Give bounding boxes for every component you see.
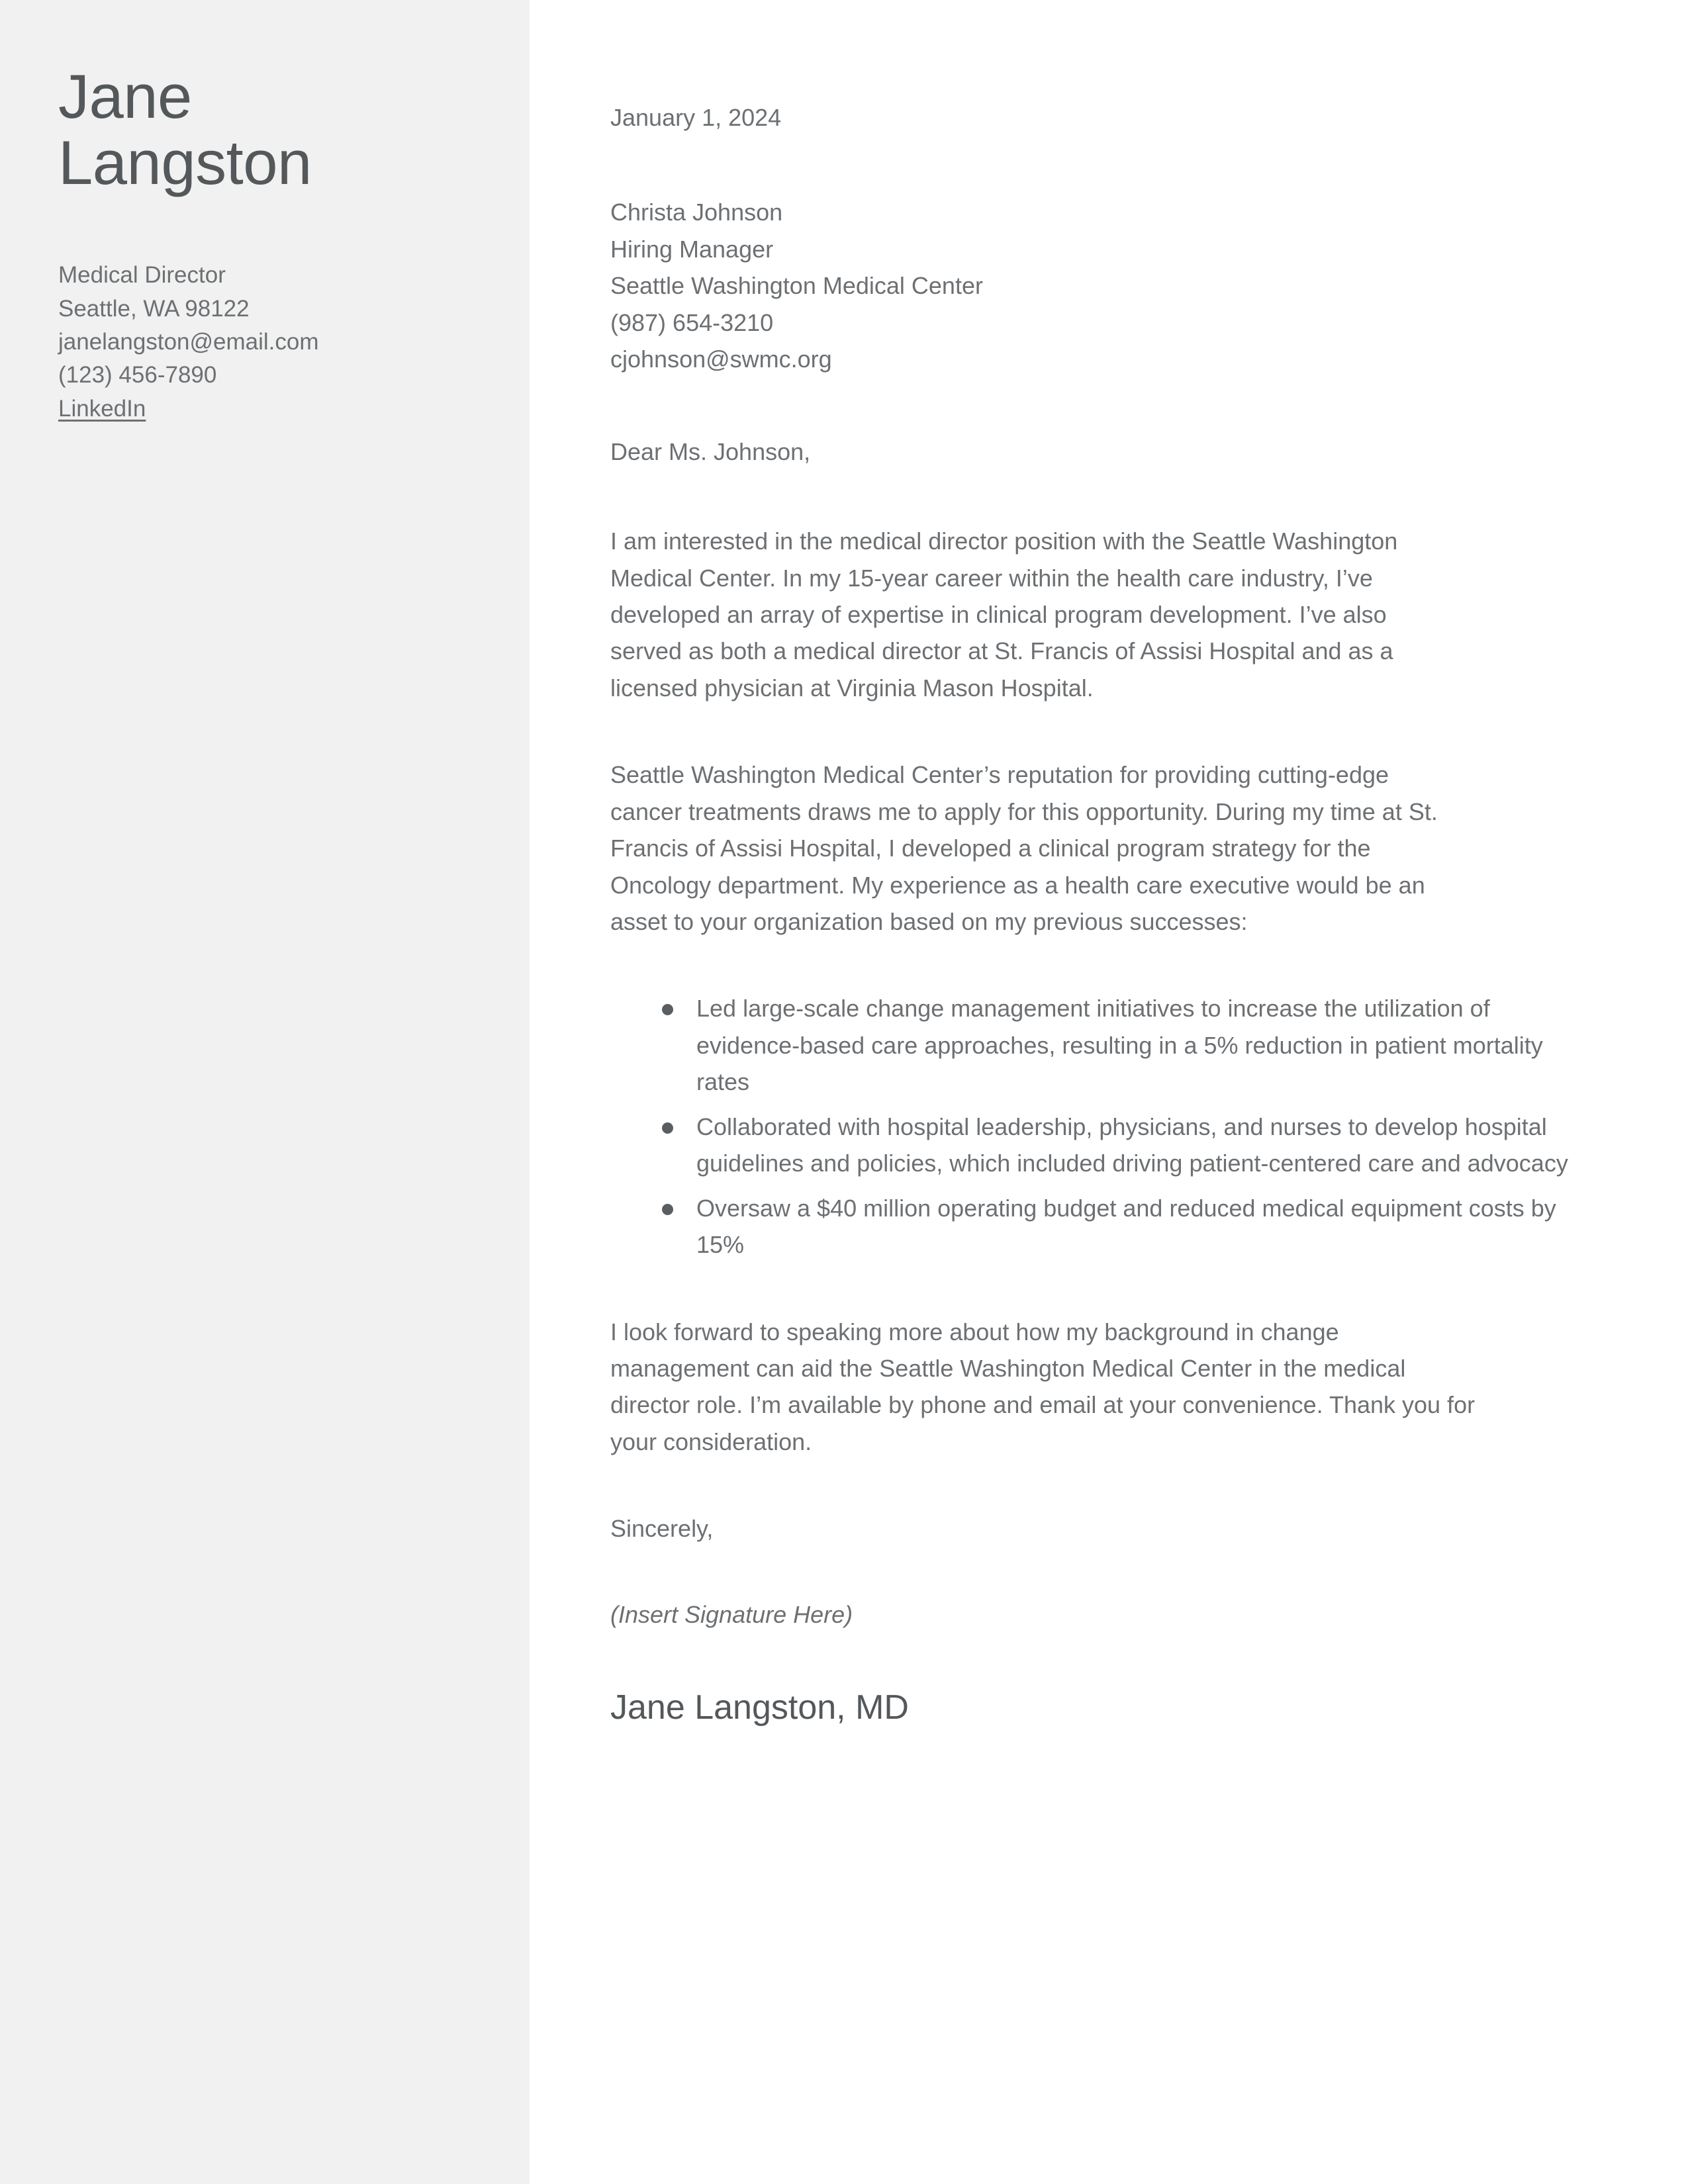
applicant-name-heading: [58, 64, 483, 195]
bullet-dot-icon: [662, 1122, 673, 1134]
applicant-location: Seattle, WA 98122: [58, 295, 250, 322]
recipient-organization: Seattle Washington Medical Center: [610, 272, 983, 300]
achievements-list: [610, 990, 1589, 1263]
signature-placeholder: (Insert Signature Here): [610, 1600, 853, 1628]
recipient-email: cjohnson@swmc.org: [610, 345, 832, 373]
body-paragraph-1: I am interested in the medical director position with the Seattle Washington Medical Center. In my 15-year career within the health care industry, I’ve developed an array of expertise in clinical program development. I’ve also served as both a medical director at St. Francis of Assisi Hospital and as a licensed physician at Virginia Mason Hospital.: [610, 527, 1398, 702]
list-item: [610, 1109, 1589, 1182]
applicant-first-name: Jane: [58, 62, 192, 131]
list-item-text: Oversaw a $40 million operating budget and reduced medical equipment costs by 15%: [696, 1194, 1556, 1259]
bullet-dot-icon: [662, 1004, 673, 1015]
list-item-text: Led large-scale change management initiatives to increase the utilization of evidence-based care approaches, resulting in a 5% reduction in patient mortality rates: [696, 995, 1543, 1096]
recipient-title: Hiring Manager: [610, 235, 774, 263]
letter-body: [530, 0, 1688, 2184]
list-item-text: Collaborated with hospital leadership, physicians, and nurses to develop hospital guidelines and policies, which included driving patient-centered care and advocacy: [696, 1113, 1568, 1177]
recipient-name: Christa Johnson: [610, 199, 783, 226]
salutation: Dear Ms. Johnson,: [610, 437, 811, 465]
applicant-contact-block: [58, 259, 483, 426]
linkedin-link[interactable]: LinkedIn: [58, 395, 146, 422]
applicant-email: janelangston@email.com: [58, 329, 319, 355]
body-paragraph-2: Seattle Washington Medical Center’s reputation for providing cutting-edge cancer treatments draws me to apply for this opportunity. During my time at St. Francis of Assisi Hospital, I developed a clinical program strategy for the Oncology department. My experience as a health care executive would be an asset to your organization based on my previous successes:: [610, 761, 1438, 935]
signoff: Sincerely,: [610, 1515, 714, 1543]
signature-name: Jane Langston, MD: [610, 1688, 909, 1727]
list-item: [610, 1190, 1589, 1263]
recipient-block: [610, 194, 1589, 377]
list-item: [610, 990, 1589, 1100]
sidebar: [0, 0, 530, 2184]
applicant-phone: (123) 456-7890: [58, 362, 217, 388]
applicant-job-title: Medical Director: [58, 262, 226, 289]
letter-date: January 1, 2024: [610, 104, 782, 131]
bullet-dot-icon: [662, 1204, 673, 1215]
applicant-last-name: Langston: [58, 127, 312, 197]
recipient-phone: (987) 654-3210: [610, 308, 774, 336]
closing-paragraph: I look forward to speaking more about how my background in change management can aid the Seattle Washington Medical Center in the medical director role. I’m available by phone and email at your convenience. Thank you for your consideration.: [610, 1318, 1476, 1455]
